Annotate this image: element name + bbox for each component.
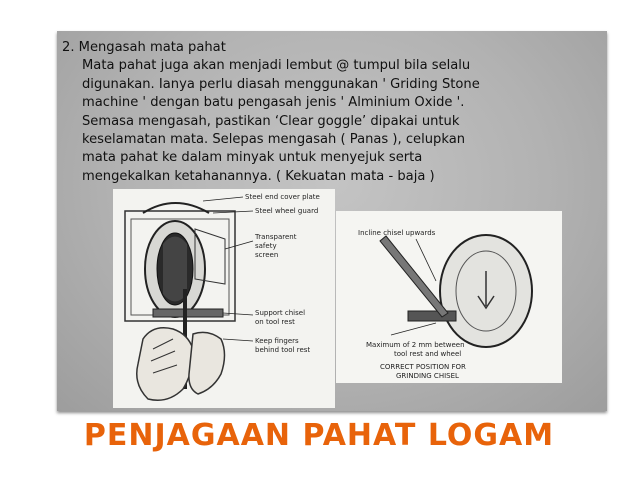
grinder-drawing [113,189,335,408]
label-incline: Incline chisel upwards [358,229,436,237]
instruction-text [62,39,582,186]
label-max-2: tool rest and wheel [394,350,462,358]
item-heading: 2. Mengasah mata pahat [62,40,226,55]
label-keep-1: Keep fingers [255,337,299,345]
label-steel-cover: Steel end cover plate [245,193,320,201]
chisel-position-illustration [336,211,562,383]
label-transparent-2: safety [255,242,277,250]
label-keep-2: behind tool rest [255,346,311,354]
slide-title: PENJAGAAN PAHAT LOGAM [83,418,555,453]
label-support-1: Support chisel [255,309,306,317]
label-wheel-guard: Steel wheel guard [255,207,319,215]
label-transparent-1: Transparent [255,233,297,241]
label-transparent-3: screen [255,251,279,259]
item-body: Mata pahat juga akan menjadi lembut @ tumpul bila selalu digunakan. Ianya perlu diasah menggunakan ' Griding Stone machine ' dengan batu pengasah jenis ' Alminium Oxide '. Semasa mengasah, pastikan ‘Clear goggle’ dipakai untuk keselamatan mata. Selepas mengasah ( Panas ), celupkan mata pahat ke dalam minyak untuk menyejuk serta mengekalkan ketahanannya. ( Kekuatan mata - baja ) [82,58,480,184]
label-correct-1: CORRECT POSITION FOR [380,363,466,371]
label-correct-2: GRINDING CHISEL [396,372,459,380]
grinder-safety-illustration [113,189,335,408]
chisel-position-drawing [336,211,562,383]
label-support-2: on tool rest [255,318,295,326]
label-max-1: Maximum of 2 mm between [366,341,465,349]
